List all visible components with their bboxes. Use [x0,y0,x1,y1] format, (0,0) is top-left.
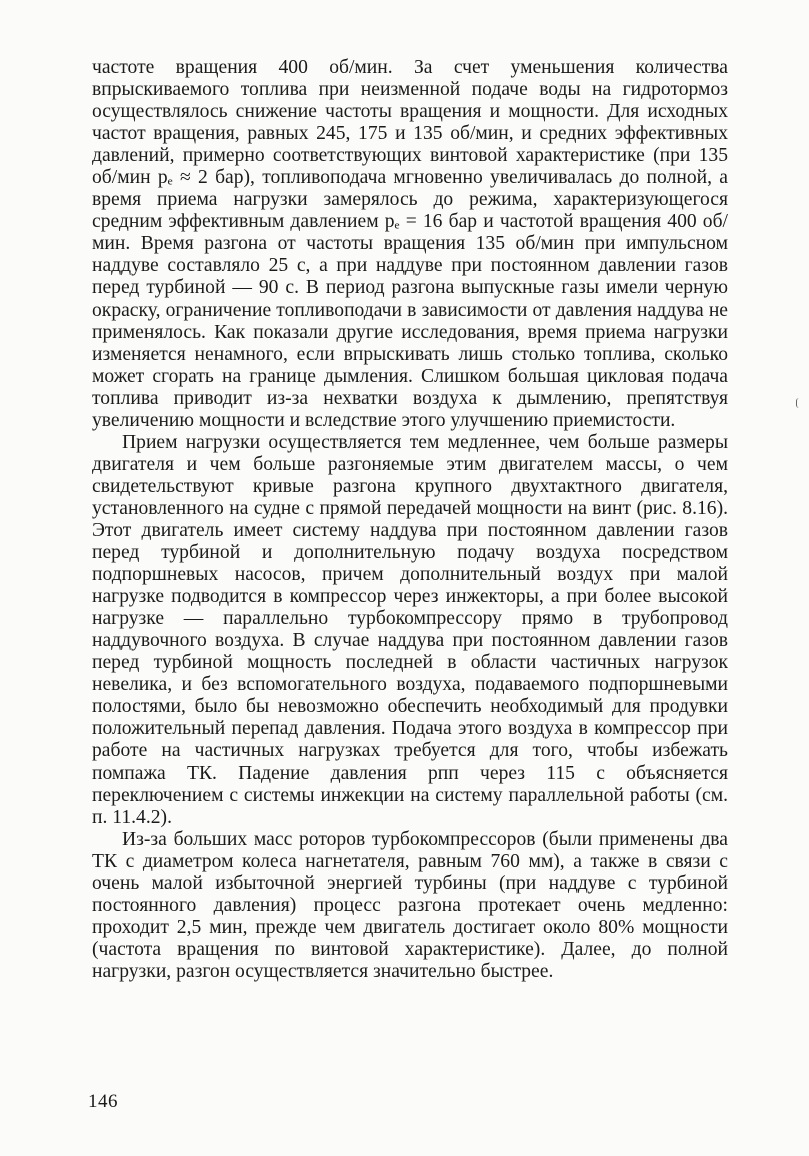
margin-mark [796,398,800,408]
page-number: 146 [88,1091,118,1112]
paragraph-load-acceptance: Прием нагрузки осуществляется тем медленнее, чем больше размеры двигателя и чем больше разгоняемые этим двигателем массы, о чем свидетельствуют кривые разгона крупного двухтактного двигателя, установленного на судне с прямой передачей мощности на винт (рис. 8.16). Этот двигатель имеет систему наддува при постоянном давлении газов перед турбиной и дополнительную подачу воздуха посредством подпоршневых насосов, причем дополнительный воздух при малой нагрузке подводится в компрессор через инжекторы, а при более высокой нагрузке — параллельно турбокомпрессору прямо в трубопровод наддувочного воздуха. В случае наддува при постоянном давлении газов перед турбиной мощность последней в области частичных нагрузок невелика, и без вспомогательного воздуха, подаваемого подпоршневыми полостями, было бы невозможно обеспечить необходимый для продувки положительный перепад давления. Подача этого воздуха в компрессор при работе на частичных нагрузках требуется для того, чтобы избежать помпажа ТК. Падение давления pпп через 115 с объясняется переключением с системы инжекции на систему параллельной работы (см. п. 11.4.2). [92,431,728,828]
body-text [92,57,728,983]
paragraph-turbocharger-rotors: Из-за больших масс роторов турбокомпрессоров (были применены два ТК с диаметром колеса нагнетателя, равным 760 мм), а также в связи с очень малой избыточной энергией турбины (при наддуве с турбиной постоянного давления) процесс разгона протекает очень медленно: проходит 2,5 мин, прежде чем двигатель достигает около 80% мощности (частота вращения по винтовой характеристике). Далее, до полной нагрузки, разгон осуществляется значительно быстрее. [92,828,728,982]
paragraph-continued: частоте вращения 400 об/мин. За счет уменьшения количества впрыскиваемого топлива при неизменной подаче воды на гидротормоз осуществлялось снижение частоты вращения и мощности. Для исходных частот вращения, равных 245, 175 и 135 об/мин, и средних эффективных давлений, примерно соответствующих винтовой характеристике (при 135 об/мин pₑ ≈ 2 бар), топливоподача мгновенно увеличивалась до полной, а время приема нагрузки замерялось до режима, характеризующегося средним эффективным давлением pₑ = 16 бар и частотой вращения 400 об/мин. Время разгона от частоты вращения 135 об/мин при импульсном наддуве составляло 25 с, а при наддуве при постоянном давлении газов перед турбиной — 90 с. В период разгона выпускные газы имели черную окраску, ограничение топливоподачи в зависимости от давления наддува не применялось. Как показали другие исследования, время приема нагрузки изменяется ненамного, если впрыскивать лишь столько топлива, сколько может сгорать на границе дымления. Слишком большая цикловая подача топлива приводит из-за нехватки воздуха к дымлению, препятствуя увеличению мощности и вследствие этого улучшению приемистости. [92,57,728,431]
